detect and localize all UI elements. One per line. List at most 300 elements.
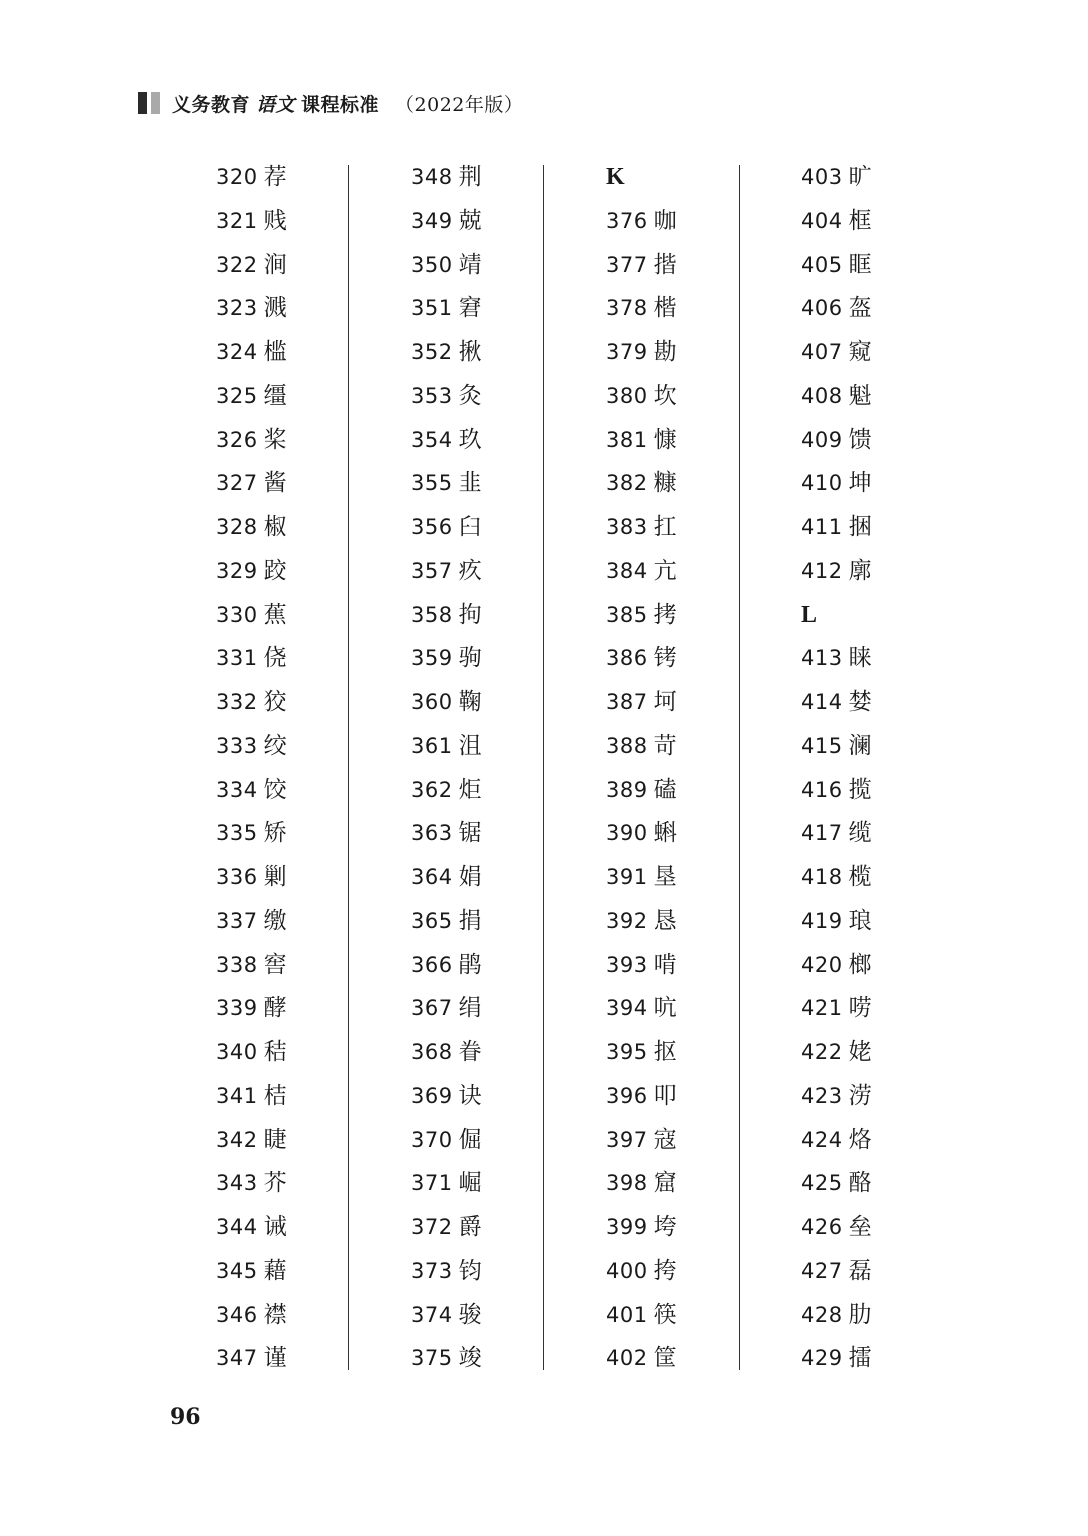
character-entry	[801, 419, 991, 463]
entry-number: 325	[216, 383, 258, 408]
character-entry	[606, 287, 796, 331]
entry-character: 鞠	[458, 689, 482, 715]
character-entry	[606, 1162, 796, 1206]
character-entry	[411, 769, 601, 813]
entry-character: 饺	[263, 776, 287, 803]
entry-character: 眶	[848, 251, 872, 278]
character-entry	[801, 1162, 991, 1206]
entry-number: 414	[801, 690, 843, 714]
character-entry	[216, 1119, 406, 1163]
entry-number: 339	[216, 996, 258, 1021]
entry-character: 啃	[653, 951, 677, 978]
entry-number: 417	[801, 821, 843, 846]
character-entry	[606, 550, 796, 594]
character-entry	[216, 1250, 406, 1294]
entry-character: 骏	[458, 1301, 482, 1328]
entry-number: 409	[801, 427, 843, 452]
entry-character: 侥	[263, 645, 287, 672]
character-entry	[801, 287, 991, 331]
character-entry	[216, 462, 406, 506]
entry-character: 拘	[458, 601, 482, 628]
character-entry	[216, 1162, 406, 1206]
entry-number: 392	[606, 908, 648, 933]
character-entry	[411, 725, 601, 769]
entry-number: 387	[606, 690, 648, 714]
character-column-4	[801, 156, 991, 1381]
entry-number: 389	[606, 777, 648, 802]
character-entry	[411, 637, 601, 681]
character-entry	[801, 462, 991, 506]
entry-number: 416	[801, 777, 843, 802]
entry-character: 苛	[653, 732, 677, 759]
entry-character: 馈	[848, 426, 872, 453]
entry-character: 恳	[653, 907, 677, 934]
entry-character: 崛	[458, 1170, 482, 1197]
entry-character: 沮	[458, 732, 482, 759]
entry-number: 352	[411, 340, 453, 364]
character-entry	[216, 1206, 406, 1250]
entry-number: 332	[216, 690, 258, 714]
character-entry	[216, 1337, 406, 1381]
entry-character: 垦	[653, 864, 677, 890]
character-entry	[411, 331, 601, 375]
entry-number: 365	[411, 908, 453, 933]
character-entry	[606, 900, 796, 944]
entry-character: 叩	[653, 1082, 677, 1109]
entry-character: 涝	[848, 1082, 872, 1109]
character-entry	[216, 637, 406, 681]
entry-number: 423	[801, 1083, 843, 1108]
entry-number: 424	[801, 1127, 843, 1152]
character-entry	[411, 1119, 601, 1163]
character-entry	[801, 375, 991, 419]
entry-character: 揽	[848, 776, 872, 803]
entry-number: 413	[801, 646, 843, 671]
entry-character: 兢	[458, 207, 482, 234]
entry-character: 挎	[653, 1257, 677, 1284]
entry-number: 426	[801, 1215, 843, 1239]
entry-character: 擂	[848, 1345, 872, 1372]
entry-character: 捐	[458, 907, 482, 934]
page-number: 96	[170, 1404, 201, 1430]
character-entry	[411, 200, 601, 244]
entry-number: 326	[216, 427, 258, 452]
entry-number: 356	[411, 515, 453, 539]
entry-number: 329	[216, 558, 258, 583]
entry-number: 323	[216, 296, 258, 321]
character-entry	[801, 1206, 991, 1250]
entry-character: 窥	[848, 339, 872, 365]
character-entry	[216, 1031, 406, 1075]
entry-number: 377	[606, 252, 648, 277]
entry-character: 倔	[458, 1126, 482, 1153]
character-entry	[606, 419, 796, 463]
character-entry	[801, 550, 991, 594]
entry-character: 韭	[458, 470, 482, 497]
entry-character: 绢	[458, 995, 482, 1022]
character-column-1	[216, 156, 406, 1381]
entry-number: 397	[606, 1127, 648, 1152]
entry-character: 揪	[458, 339, 482, 365]
entry-character: 爵	[458, 1214, 482, 1240]
character-entry	[606, 944, 796, 988]
header-title-compulsory-education: 义务教育	[172, 93, 251, 116]
entry-character: 椒	[263, 514, 287, 540]
entry-character: 臼	[458, 514, 482, 540]
character-entry	[801, 200, 991, 244]
entry-number: 330	[216, 602, 258, 627]
character-entry	[411, 1206, 601, 1250]
entry-number: 391	[606, 865, 648, 889]
character-entry	[216, 812, 406, 856]
entry-number: 419	[801, 908, 843, 933]
character-entry	[606, 856, 796, 900]
character-entry	[801, 331, 991, 375]
entry-number: 395	[606, 1040, 648, 1064]
entry-character: 秸	[263, 1039, 287, 1065]
entry-character: 坎	[653, 382, 677, 409]
entry-number: 382	[606, 471, 648, 496]
entry-number: 375	[411, 1346, 453, 1371]
character-entry	[606, 462, 796, 506]
entry-number: 351	[411, 296, 453, 321]
character-entry	[411, 550, 601, 594]
entry-character: 炬	[458, 776, 482, 803]
entry-number: 403	[801, 165, 843, 189]
entry-character: 琅	[848, 907, 872, 934]
entry-number: 385	[606, 602, 648, 627]
character-entry	[606, 1119, 796, 1163]
entry-number: 378	[606, 296, 648, 321]
entry-number: 370	[411, 1127, 453, 1152]
entry-number: 404	[801, 208, 843, 233]
entry-character: 窘	[458, 295, 482, 322]
entry-character: 桨	[263, 426, 287, 453]
entry-character: 肋	[848, 1301, 872, 1328]
header-title-curriculum-standard: 课程标准	[301, 93, 380, 116]
character-entry	[411, 900, 601, 944]
entry-character: 缰	[263, 382, 287, 409]
entry-number: 425	[801, 1171, 843, 1196]
entry-number: 422	[801, 1040, 843, 1064]
entry-number: 415	[801, 733, 843, 758]
entry-character: 磊	[848, 1257, 872, 1284]
entry-character: 铐	[653, 645, 677, 672]
character-entry	[216, 156, 406, 200]
character-entry	[606, 375, 796, 419]
character-entry	[801, 900, 991, 944]
entry-character: 唠	[848, 995, 872, 1022]
character-entry	[801, 156, 991, 200]
entry-number: 331	[216, 646, 258, 671]
entry-character: 灸	[458, 382, 482, 409]
character-entry	[411, 506, 601, 550]
entry-number: 402	[606, 1346, 648, 1371]
character-entry	[801, 1031, 991, 1075]
character-entry	[411, 156, 601, 200]
character-entry	[801, 1075, 991, 1119]
entry-character: 荐	[263, 164, 287, 190]
entry-character: 矫	[263, 820, 287, 847]
character-entry	[801, 681, 991, 725]
column-divider	[739, 165, 740, 1370]
entry-number: 344	[216, 1215, 258, 1239]
entry-number: 363	[411, 821, 453, 846]
entry-number: 346	[216, 1302, 258, 1327]
entry-character: 糠	[653, 470, 677, 497]
entry-number: 341	[216, 1083, 258, 1108]
entry-number: 357	[411, 558, 453, 583]
entry-number: 353	[411, 383, 453, 408]
entry-character: 锯	[458, 820, 482, 847]
character-entry	[606, 1337, 796, 1381]
entry-number: 373	[411, 1258, 453, 1283]
character-entry	[216, 200, 406, 244]
entry-character: 蝌	[653, 820, 677, 847]
entry-number: 381	[606, 427, 648, 452]
character-column-2	[411, 156, 601, 1381]
column-divider	[543, 165, 544, 1370]
entry-character: 咖	[653, 207, 677, 234]
entry-number: 390	[606, 821, 648, 846]
header-title-chinese: 语文	[256, 93, 296, 116]
character-entry	[216, 506, 406, 550]
column-divider	[348, 165, 349, 1370]
entry-character: 榔	[848, 951, 872, 978]
entry-number: 358	[411, 602, 453, 627]
character-entry	[411, 856, 601, 900]
character-entry	[411, 419, 601, 463]
entry-character: 慷	[653, 426, 677, 453]
entry-character: 楷	[653, 295, 677, 322]
entry-number: 408	[801, 383, 843, 408]
entry-character: 揩	[653, 251, 677, 278]
character-entry	[801, 1119, 991, 1163]
character-entry	[411, 1294, 601, 1338]
entry-number: 393	[606, 952, 648, 977]
entry-number: 345	[216, 1258, 258, 1283]
entry-character: 廓	[848, 557, 872, 584]
entry-number: 338	[216, 952, 258, 977]
entry-character: 藉	[263, 1257, 287, 1284]
entry-character: 婪	[848, 689, 872, 715]
entry-number: 411	[801, 515, 843, 539]
entry-character: 芥	[263, 1170, 287, 1197]
entry-character: 框	[848, 207, 872, 234]
character-entry	[216, 944, 406, 988]
character-entry	[411, 987, 601, 1031]
entry-character: 钧	[458, 1257, 482, 1284]
entry-character: 魁	[848, 382, 872, 409]
entry-number: 418	[801, 865, 843, 889]
character-column-3	[606, 156, 796, 1381]
entry-number: 420	[801, 952, 843, 977]
entry-character: 驹	[458, 645, 482, 672]
entry-character: 窖	[263, 951, 287, 978]
entry-character: 垒	[848, 1214, 872, 1240]
entry-number: 336	[216, 865, 258, 889]
character-entry	[801, 944, 991, 988]
entry-character: 贱	[263, 207, 287, 234]
entry-character: 酵	[263, 995, 287, 1022]
entry-character: 窟	[653, 1170, 677, 1197]
entry-character: 吭	[653, 995, 677, 1022]
entry-number: 406	[801, 296, 843, 321]
entry-number: 383	[606, 515, 648, 539]
entry-number: 335	[216, 821, 258, 846]
entry-number: 349	[411, 208, 453, 233]
entry-character: 谨	[263, 1345, 287, 1372]
entry-number: 360	[411, 690, 453, 714]
character-list	[0, 156, 1088, 1380]
character-entry	[411, 594, 601, 638]
character-entry	[606, 987, 796, 1031]
character-entry	[606, 594, 796, 638]
entry-number: 324	[216, 340, 258, 364]
entry-number: 427	[801, 1258, 843, 1283]
character-entry	[606, 769, 796, 813]
entry-character: 睫	[263, 1126, 287, 1153]
character-entry	[411, 1162, 601, 1206]
character-entry	[801, 244, 991, 288]
entry-character: 坷	[653, 689, 677, 715]
character-entry	[606, 1075, 796, 1119]
entry-number: 405	[801, 252, 843, 277]
character-entry	[606, 1294, 796, 1338]
entry-character: 涧	[263, 251, 287, 278]
character-entry	[606, 331, 796, 375]
character-entry	[216, 900, 406, 944]
entry-number: 379	[606, 340, 648, 364]
entry-character: 竣	[458, 1345, 482, 1372]
entry-number: 412	[801, 558, 843, 583]
entry-character: 筐	[653, 1345, 677, 1372]
entry-number: 372	[411, 1215, 453, 1239]
character-entry	[216, 769, 406, 813]
entry-number: 374	[411, 1302, 453, 1327]
entry-character: 扛	[653, 514, 677, 540]
character-entry	[216, 987, 406, 1031]
entry-number: 350	[411, 252, 453, 277]
entry-number: 354	[411, 427, 453, 452]
entry-number: 400	[606, 1258, 648, 1283]
character-entry	[216, 375, 406, 419]
entry-number: 386	[606, 646, 648, 671]
character-entry	[801, 506, 991, 550]
character-entry	[216, 550, 406, 594]
character-entry	[606, 812, 796, 856]
entry-number: 394	[606, 996, 648, 1021]
character-entry	[801, 769, 991, 813]
entry-number: 388	[606, 733, 648, 758]
entry-number: 367	[411, 996, 453, 1021]
entry-character: 澜	[848, 732, 872, 759]
entry-character: 捆	[848, 514, 872, 540]
character-entry	[606, 1250, 796, 1294]
entry-number: 362	[411, 777, 453, 802]
character-entry	[606, 725, 796, 769]
character-entry	[411, 462, 601, 506]
character-entry	[216, 419, 406, 463]
entry-character: 亢	[653, 557, 677, 584]
character-entry	[801, 856, 991, 900]
character-entry	[606, 1031, 796, 1075]
entry-character: 寇	[653, 1126, 677, 1153]
entry-number: 429	[801, 1346, 843, 1371]
entry-character: 榄	[848, 864, 872, 890]
entry-character: 桔	[263, 1082, 287, 1109]
entry-number: 334	[216, 777, 258, 802]
entry-character: 缴	[263, 907, 287, 934]
entry-number: 376	[606, 208, 648, 233]
section-letter: L	[801, 601, 818, 628]
character-entry	[411, 244, 601, 288]
entry-character: 靖	[458, 251, 482, 278]
character-entry	[606, 244, 796, 288]
entry-number: 369	[411, 1083, 453, 1108]
header-title-edition: （2022年版）	[395, 93, 524, 116]
entry-character: 狡	[263, 689, 287, 715]
character-entry	[606, 1206, 796, 1250]
character-entry	[216, 287, 406, 331]
entry-number: 333	[216, 733, 258, 758]
character-entry	[216, 1075, 406, 1119]
character-entry	[801, 725, 991, 769]
character-entry	[411, 287, 601, 331]
character-entry	[411, 1031, 601, 1075]
entry-character: 姥	[848, 1039, 872, 1065]
character-entry	[216, 331, 406, 375]
entry-character: 溅	[263, 295, 287, 322]
character-entry	[216, 725, 406, 769]
entry-character: 襟	[263, 1301, 287, 1328]
character-entry	[801, 1250, 991, 1294]
character-entry	[411, 944, 601, 988]
entry-character: 诫	[263, 1214, 287, 1240]
entry-character: 磕	[653, 776, 677, 803]
entry-character: 睐	[848, 645, 872, 672]
entry-character: 跤	[263, 557, 287, 584]
entry-number: 359	[411, 646, 453, 671]
character-entry	[606, 200, 796, 244]
character-entry	[801, 637, 991, 681]
entry-character: 酱	[263, 470, 287, 497]
section-letter: K	[606, 164, 625, 190]
entry-number: 348	[411, 165, 453, 189]
character-entry	[411, 1337, 601, 1381]
entry-character: 抠	[653, 1039, 677, 1065]
entry-number: 401	[606, 1302, 648, 1327]
character-entry	[216, 681, 406, 725]
entry-number: 361	[411, 733, 453, 758]
entry-character: 筷	[653, 1301, 677, 1328]
entry-character: 拷	[653, 601, 677, 628]
character-entry	[801, 987, 991, 1031]
character-entry	[411, 681, 601, 725]
entry-character: 蕉	[263, 601, 287, 628]
character-entry	[606, 637, 796, 681]
entry-number: 340	[216, 1040, 258, 1064]
character-entry	[411, 1250, 601, 1294]
entry-number: 343	[216, 1171, 258, 1196]
entry-number: 398	[606, 1171, 648, 1196]
entry-character: 盔	[848, 295, 872, 322]
entry-number: 407	[801, 340, 843, 364]
entry-character: 绞	[263, 732, 287, 759]
entry-number: 410	[801, 471, 843, 496]
entry-character: 荆	[458, 164, 482, 190]
character-entry	[216, 1294, 406, 1338]
